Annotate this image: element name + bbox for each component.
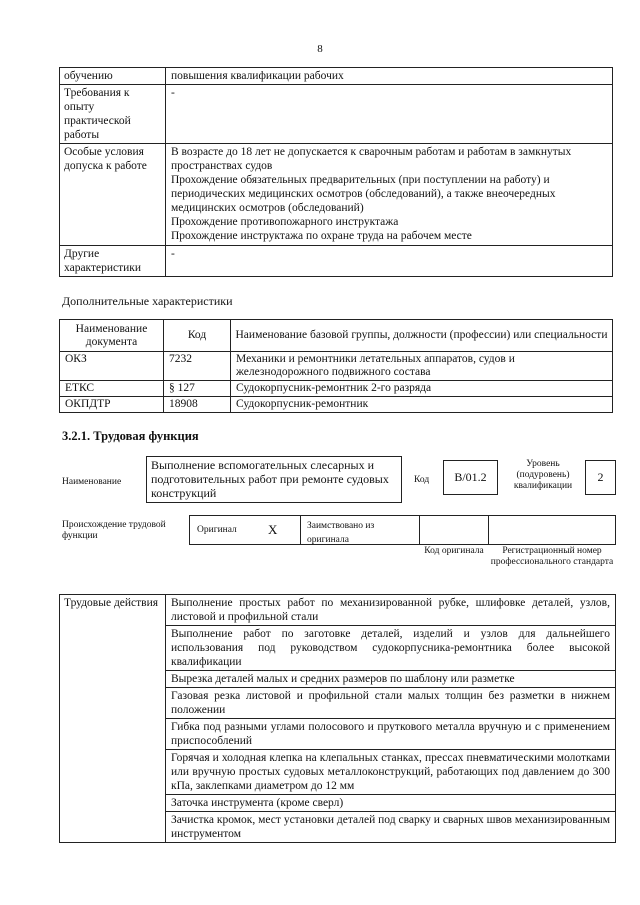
action-item: Заточка инструмента (кроме сверл) <box>166 795 616 812</box>
action-item: Гибка под разными углами полосового и пруткового металла вручную и с применением приспособлений <box>166 719 616 750</box>
registration-caption: Регистрационный номер профессионального стандарта <box>490 546 614 567</box>
table-row <box>60 85 613 144</box>
level-box: 2 <box>585 460 616 495</box>
name-label: Наименование <box>62 477 122 487</box>
row-label: обучению <box>60 68 166 85</box>
row-label: Особые условия допуска к работе <box>60 144 166 246</box>
table-header-row <box>60 320 613 352</box>
table-cell: 7232 <box>164 352 231 381</box>
page-number: 8 <box>317 43 323 55</box>
column-header: Наименование документа <box>60 320 164 352</box>
original-label: Оригинал <box>197 525 237 535</box>
origin-label: Происхождение трудовой функции <box>62 520 166 541</box>
borrowed-label: Заимствовано из оригинала <box>307 521 375 545</box>
row-value: - <box>166 246 613 277</box>
function-code-box: B/01.2 <box>443 460 498 495</box>
action-item: Выполнение работ по заготовке деталей, изделий и узлов для дальнейшего использования под руководством судокорпусника-ремонтника более высокой квалификации <box>166 626 616 671</box>
row-value: - <box>166 85 613 144</box>
code-label: Код <box>414 475 430 485</box>
table-row <box>60 381 613 397</box>
action-item: Вырезка деталей малых и средних размеров по шаблону или разметке <box>166 671 616 688</box>
row-value-list <box>166 144 613 246</box>
original-code-cell <box>419 515 489 545</box>
row-label: Другие характеристики <box>60 246 166 277</box>
table-row <box>60 352 613 381</box>
column-header: Наименование базовой группы, должности (профессии) или специальности <box>231 320 613 352</box>
original-mark: X <box>268 522 278 537</box>
section-title: 3.2.1. Трудовая функция <box>62 429 199 443</box>
action-item: Выполнение простых работ по механизированной рубке, шлифовке деталей, узлов, листовой и профильной стали <box>166 595 616 626</box>
condition-line: В возрасте до 18 лет не допускается к сварочным работам и работам в замкнутых пространствах судов <box>171 146 572 172</box>
borrowed-cell <box>300 515 420 545</box>
code-caption: Код оригинала <box>424 546 484 556</box>
level-label: Уровень (подуровень) квалификации <box>513 459 573 491</box>
condition-line: Прохождение обязательных предварительных (при поступлении на работу) и периодических медицинских осмотров (обследований), а также внеочередных медицинских осмотров (обследований) <box>171 174 556 214</box>
row-label: Требования к опыту практической работы <box>60 85 166 144</box>
action-item: Горячая и холодная клепка на клепальных станках, прессах пневматическими молотками или вручную простых судовых металлоконструкций, работающих под давлением до 300 кПа, заклепками диаметром до 12 мм <box>166 750 616 795</box>
table-row <box>60 397 613 413</box>
row-value: повышения квалификации рабочих <box>166 68 613 85</box>
registration-number-cell <box>488 515 616 545</box>
additional-characteristics-title: Дополнительные характеристики <box>62 294 233 308</box>
column-header: Код <box>164 320 231 352</box>
table-cell: § 127 <box>164 381 231 397</box>
additional-characteristics-table <box>59 319 613 413</box>
function-name-box: Выполнение вспомогательных слесарных и подготовительных работ при ремонте судовых конструкций <box>146 456 402 503</box>
table-row <box>60 246 613 277</box>
table-cell: ОКПДТР <box>60 397 164 413</box>
table-row <box>60 68 613 85</box>
qualification-requirements-table <box>59 67 613 277</box>
actions-label: Трудовые действия <box>60 595 166 843</box>
table-cell: Механики и ремонтники летательных аппаратов, судов и железнодорожного подвижного состава <box>231 352 613 381</box>
table-row <box>60 595 616 626</box>
action-item: Газовая резка листовой и профильной стали малых толщин без разметки в нижнем положении <box>166 688 616 719</box>
labor-actions-table <box>59 594 616 843</box>
condition-line: Прохождение инструктажа по охране труда на рабочем месте <box>171 230 472 242</box>
table-cell: ЕТКС <box>60 381 164 397</box>
condition-line: Прохождение противопожарного инструктажа <box>171 216 399 228</box>
table-cell: ОКЗ <box>60 352 164 381</box>
table-cell: Судокорпусник-ремонтник 2-го разряда <box>231 381 613 397</box>
table-row <box>60 144 613 246</box>
original-cell <box>189 515 301 545</box>
table-cell: Судокорпусник-ремонтник <box>231 397 613 413</box>
action-item: Зачистка кромок, мест установки деталей под сварку и сварных швов механизированным инструментом <box>166 812 616 843</box>
table-cell: 18908 <box>164 397 231 413</box>
